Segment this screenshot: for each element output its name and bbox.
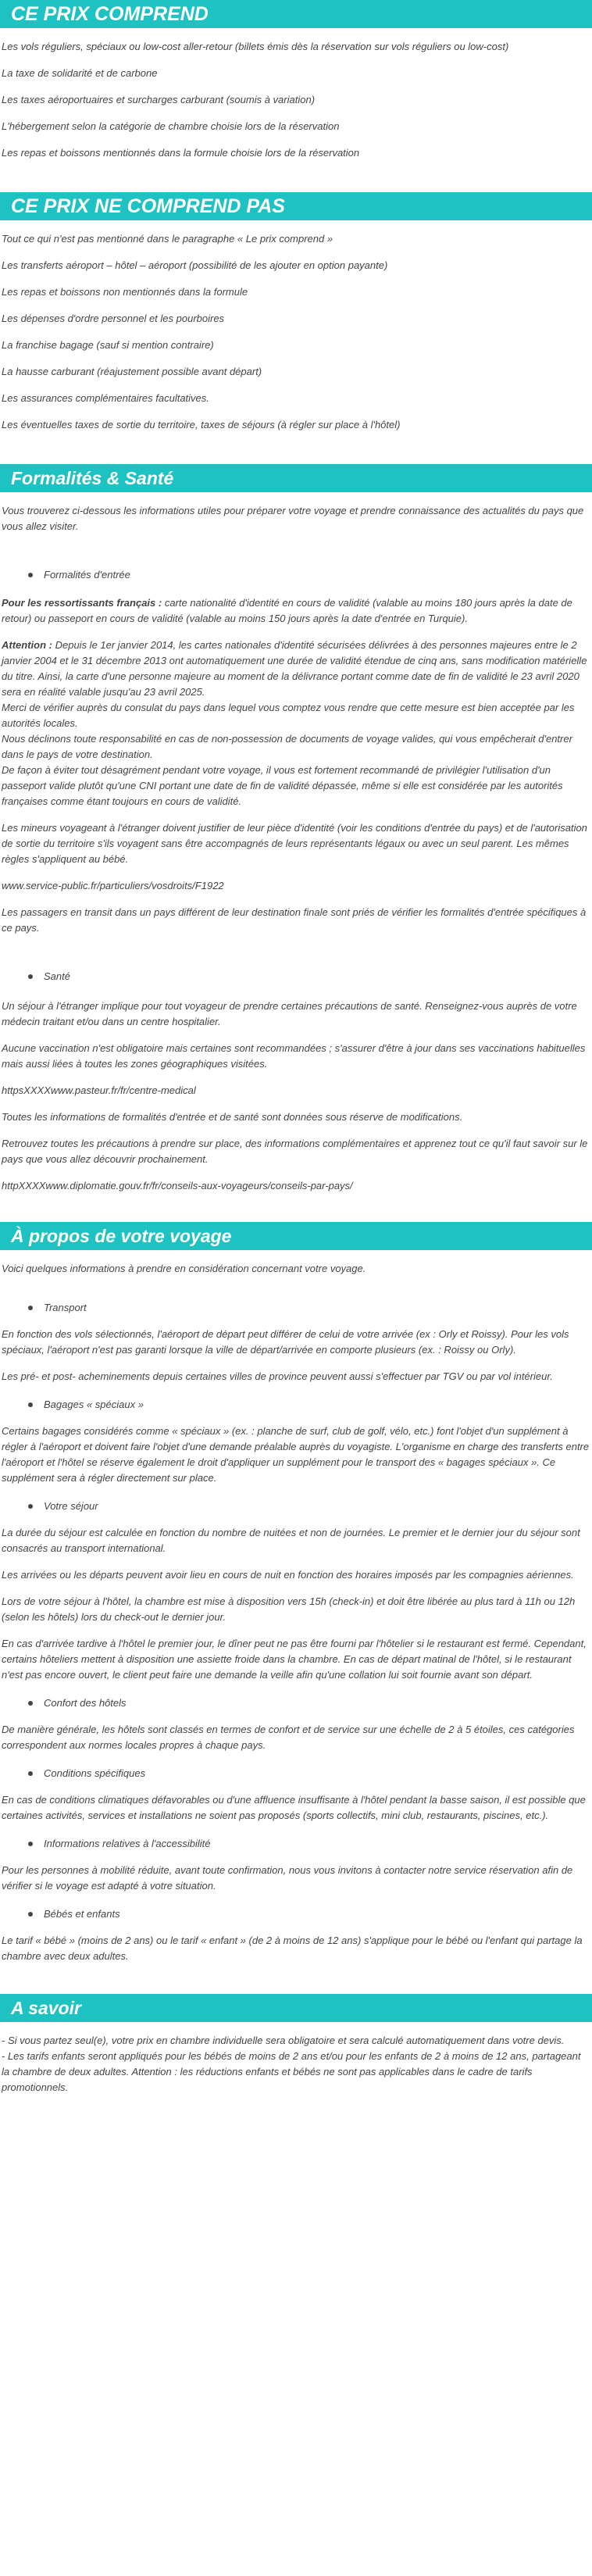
bullet-formalites-entree — [28, 567, 592, 583]
bullet-accessibilite — [28, 1836, 592, 1852]
bullet-dot-icon — [28, 1912, 33, 1917]
attention-paragraph — [2, 638, 590, 809]
bullet-dot-icon — [28, 974, 33, 979]
bebes-paragraph: Le tarif « bébé » (moins de 2 ans) ou le tarif « enfant » (de 2 à moins de 12 ans) s'applique pour le bébé ou l'enfant qui partage la chambre avec deux adultes. — [2, 1935, 583, 1962]
bullet-confort — [28, 1695, 592, 1711]
bullet-transport-label: Transport — [44, 1302, 87, 1313]
transport-paragraph-1: En fonction des vols sélectionnés, l'aéroport de départ peut différer de celui de votre arrivée (ex : Orly et Roissy). Pour les vols spéciaux, l'aéroport n'est pas garanti lorsque la ville de départ/arrivée en comporte plusieurs (ex. : Roissy ou Orly). — [2, 1328, 569, 1356]
bullet-dot-icon — [28, 1701, 33, 1706]
includes-item: Les taxes aéroportuaires et surcharges carburant (soumis à variation) — [2, 94, 316, 105]
bullet-bebes-label: Bébés et enfants — [44, 1908, 120, 1920]
excludes-item: Les repas et boissons non mentionnés dans la formule — [2, 286, 248, 298]
bullet-sante-label: Santé — [44, 970, 70, 982]
excludes-item: La franchise bagage (sauf si mention contraire) — [2, 339, 214, 351]
mineurs-paragraph: Les mineurs voyageant à l'étranger doivent justifier de leur pièce d'identité (voir les conditions d'entrée du pays) et de l'autorisation de sortie du territoire s'ils voyagent sans être accompagnés de leurs représentants légaux ou avec un seul parent. Les mêmes règles s'appliquent au bébé. — [2, 822, 587, 865]
includes-item: L'hébergement selon la catégorie de chambre choisie lors de la réservation — [2, 120, 340, 132]
includes-item: Les vols réguliers, spéciaux ou low-cost aller-retour (billets émis dès la réservation sur vols réguliers ou low-cost) — [2, 41, 509, 52]
section-asavoir-title: A savoir — [0, 1994, 592, 2022]
sante-paragraph-2: Aucune vaccination n'est obligatoire mais certaines sont recommandées ; s'assurer d'être à jour dans ses vaccinations habituelles mais aussi liées à toutes les zones géographiques visitées. — [2, 1042, 586, 1070]
section-formalites — [0, 464, 592, 1194]
asavoir-line: - Les tarifs enfants seront appliqués pour les bébés de moins de 2 ans et/ou pour les enfants de 2 à moins de 12 ans, partageant la chambre de deux adultes. Attention : les réductions enfants et bébés ne sont pas applicables dans le cadre de tarifs promotionnels. — [2, 2050, 581, 2093]
excludes-item: Les dépenses d'ordre personnel et les pourboires — [2, 313, 225, 324]
bullet-bagages — [28, 1397, 592, 1413]
sante-paragraph-1: Un séjour à l'étranger implique pour tout voyageur de prendre certaines précautions de santé. Renseignez-vous auprès de votre médecin traitant et/ou dans un centre hospitalier. — [2, 1000, 577, 1027]
section-includes-title: CE PRIX COMPREND — [0, 0, 592, 28]
excludes-item: Les éventuelles taxes de sortie du territoire, taxes de séjours (à régler sur place à l'hôtel) — [2, 419, 401, 431]
reserve-paragraph: Toutes les informations de formalités d'entrée et de santé sont données sous réserve de modifications. — [2, 1111, 463, 1123]
attention-label: Attention : — [2, 639, 52, 651]
service-public-link[interactable]: www.service-public.fr/particuliers/vosdroits/F1922 — [2, 880, 224, 891]
sejour-paragraph-4: En cas d'arrivée tardive à l'hôtel le premier jour, le dîner peut ne pas être fourni par l'hôtelier si le restaurant est fermé. Cependant, certains hôteliers mettent à disposition une assiette froide dans la chambre. En cas de départ matinal de l'hôtel, si le restaurant n'est pas encore ouvert, le client peut faire une demande la veille afin qu'une collation lui soit fournie avant son départ. — [2, 1638, 587, 1681]
bullet-dot-icon — [28, 573, 33, 577]
confort-paragraph: De manière générale, les hôtels sont classés en termes de confort et de service sur une échelle de 2 à 5 étoiles, ces catégories correspondent aux normes locales propres à chaque pays. — [2, 1724, 575, 1751]
ressortissants-label: Pour les ressortissants français : — [2, 597, 162, 609]
ressortissants-text: carte nationalité d'identité en cours de validité (valable au moins 180 jours après la date de retour) ou passeport en cours de validité (valable au moins 150 jours après la date d'entrée en Turquie). — [2, 597, 572, 624]
includes-list — [0, 39, 592, 161]
sejour-paragraph-3: Lors de votre séjour à l'hôtel, la chambre est mise à disposition vers 15h (check-in) et doit être libérée au plus tard à 11h ou 12h (selon les hôtels) lors du check-out le dernier jour. — [2, 1595, 576, 1623]
attention-line: Nous déclinons toute responsabilité en cas de non-possession de documents de voyage valides, qui vous empêcherait d'entrer dans le pays de votre destination. — [2, 733, 572, 760]
bullet-bebes — [28, 1906, 592, 1922]
bullet-dot-icon — [28, 1306, 33, 1310]
bullet-transport — [28, 1300, 592, 1316]
bullet-conditions — [28, 1766, 592, 1781]
ressortissants-paragraph — [2, 595, 590, 627]
includes-item: La taxe de solidarité et de carbone — [2, 67, 158, 79]
bullet-bagages-label: Bagages « spéciaux » — [44, 1399, 144, 1410]
section-apropos — [0, 1222, 592, 1964]
attention-text: Depuis le 1er janvier 2014, les cartes nationales d'identité sécurisées délivrées à des personnes majeures entre le 2 janvier 2004 et le 31 décembre 2013 ont automatiquement une durée de validité étendue de cinq ans, sans modification matérielle du titre. Ainsi, la carte d'une personne majeure au moment de la délivrance portant comme date de fin de validité le 23 avril 2020 sera en réalité valable jusqu'au 23 avril 2025. — [2, 639, 587, 698]
excludes-list — [0, 231, 592, 433]
bullet-sejour-label: Votre séjour — [44, 1500, 98, 1512]
bullet-dot-icon — [28, 1771, 33, 1776]
bullet-dot-icon — [28, 1504, 33, 1509]
excludes-item: Les transferts aéroport – hôtel – aéroport (possibilité de les ajouter en option payante) — [2, 259, 388, 271]
excludes-item: Les assurances complémentaires facultatives. — [2, 392, 209, 404]
attention-line: Merci de vérifier auprès du consulat du pays dans lequel vous comptez vous rendre que cette mesure est bien acceptée par les autorités locales. — [2, 702, 575, 729]
section-excludes — [0, 192, 592, 433]
bullet-dot-icon — [28, 1402, 33, 1407]
bullet-sante — [28, 969, 592, 984]
asavoir-block — [2, 2033, 590, 2095]
section-asavoir — [0, 1994, 592, 2095]
attention-line: De façon à éviter tout désagrément pendant votre voyage, il vous est fortement recommandé de privilégier l'utilisation d'un passeport valide plutôt qu'une CNI portant une date de fin de validité dépassée, même si elle est considérée par les autorités françaises comme étant toujours en cours de validité. — [2, 764, 563, 807]
excludes-item: Tout ce qui n'est pas mentionné dans le paragraphe « Le prix comprend » — [2, 233, 333, 245]
section-excludes-title: CE PRIX NE COMPREND PAS — [0, 192, 592, 220]
section-apropos-title: À propos de votre voyage — [0, 1222, 592, 1250]
excludes-item: La hausse carburant (réajustement possible avant départ) — [2, 366, 262, 377]
bullet-formalites-entree-label: Formalités d'entrée — [44, 569, 130, 581]
bullet-dot-icon — [28, 1842, 33, 1846]
bullet-sejour — [28, 1499, 592, 1514]
apropos-intro: Voici quelques informations à prendre en considération concernant votre voyage. — [2, 1263, 366, 1274]
sejour-paragraph-2: Les arrivées ou les départs peuvent avoir lieu en cours de nuit en fonction des horaires imposés par les compagnies aériennes. — [2, 1569, 574, 1581]
section-formalites-title: Formalités & Santé — [0, 464, 592, 492]
asavoir-line: - Si vous partez seul(e), votre prix en chambre individuelle sera obligatoire et sera calculé automatiquement dans votre devis. — [2, 2035, 565, 2046]
diplomatie-link[interactable]: httpXXXXwww.diplomatie.gouv.fr/fr/conseils-aux-voyageurs/conseils-par-pays/ — [2, 1180, 353, 1192]
conditions-paragraph: En cas de conditions climatiques défavorables ou d'une affluence insuffisante à l'hôtel pendant la basse saison, il est possible que certaines activités, services et installations ne soient pas proposés (sports collectifs, mini club, restaurants, piscines, etc.). — [2, 1794, 586, 1821]
bullet-accessibilite-label: Informations relatives à l'accessibilité — [44, 1838, 211, 1849]
bullet-confort-label: Confort des hôtels — [44, 1697, 127, 1709]
accessibilite-paragraph: Pour les personnes à mobilité réduite, avant toute confirmation, nous vous invitons à contacter notre service réservation afin de vérifier si le voyage est adapté à votre situation. — [2, 1864, 573, 1892]
transit-paragraph: Les passagers en transit dans un pays différent de leur destination finale sont priés de vérifier les formalités d'entrée spécifiques à ce pays. — [2, 906, 587, 934]
sejour-paragraph-1: La durée du séjour est calculée en fonction du nombre de nuitées et non de journées. Le premier et le dernier jour du séjour sont consacrés au transport international. — [2, 1527, 580, 1554]
bullet-conditions-label: Conditions spécifiques — [44, 1767, 146, 1779]
transport-paragraph-2: Les pré- et post- acheminements depuis certaines villes de province peuvent aussi s'effectuer par TGV ou par vol intérieur. — [2, 1370, 553, 1382]
formalites-intro: Vous trouverez ci-dessous les informations utiles pour préparer votre voyage et prendre connaissance des actualités du pays que vous allez visiter. — [2, 505, 584, 532]
bagages-paragraph: Certains bagages considérés comme « spéciaux » (ex. : planche de surf, club de golf, vélo, etc.) font l'objet d'un supplément à régler à l'aéroport et doivent faire l'objet d'une demande préalable auprès du voyagiste. L'organisme en charge des transferts entre l'aéroport et l'hôtel se réserve également le droit d'appliquer un supplément pour le transport des « bagages spéciaux ». Ce supplément sera à régler directement sur place. — [2, 1425, 590, 1484]
section-includes — [0, 0, 592, 161]
retrouvez-paragraph: Retrouvez toutes les précautions à prendre sur place, des informations complémentaires et apprenez tout ce qu'il faut savoir sur le pays que vous allez découvrir prochainement. — [2, 1138, 588, 1165]
pasteur-link[interactable]: httpsXXXXwww.pasteur.fr/fr/centre-medical — [2, 1084, 196, 1096]
includes-item: Les repas et boissons mentionnés dans la formule choisie lors de la réservation — [2, 147, 360, 159]
